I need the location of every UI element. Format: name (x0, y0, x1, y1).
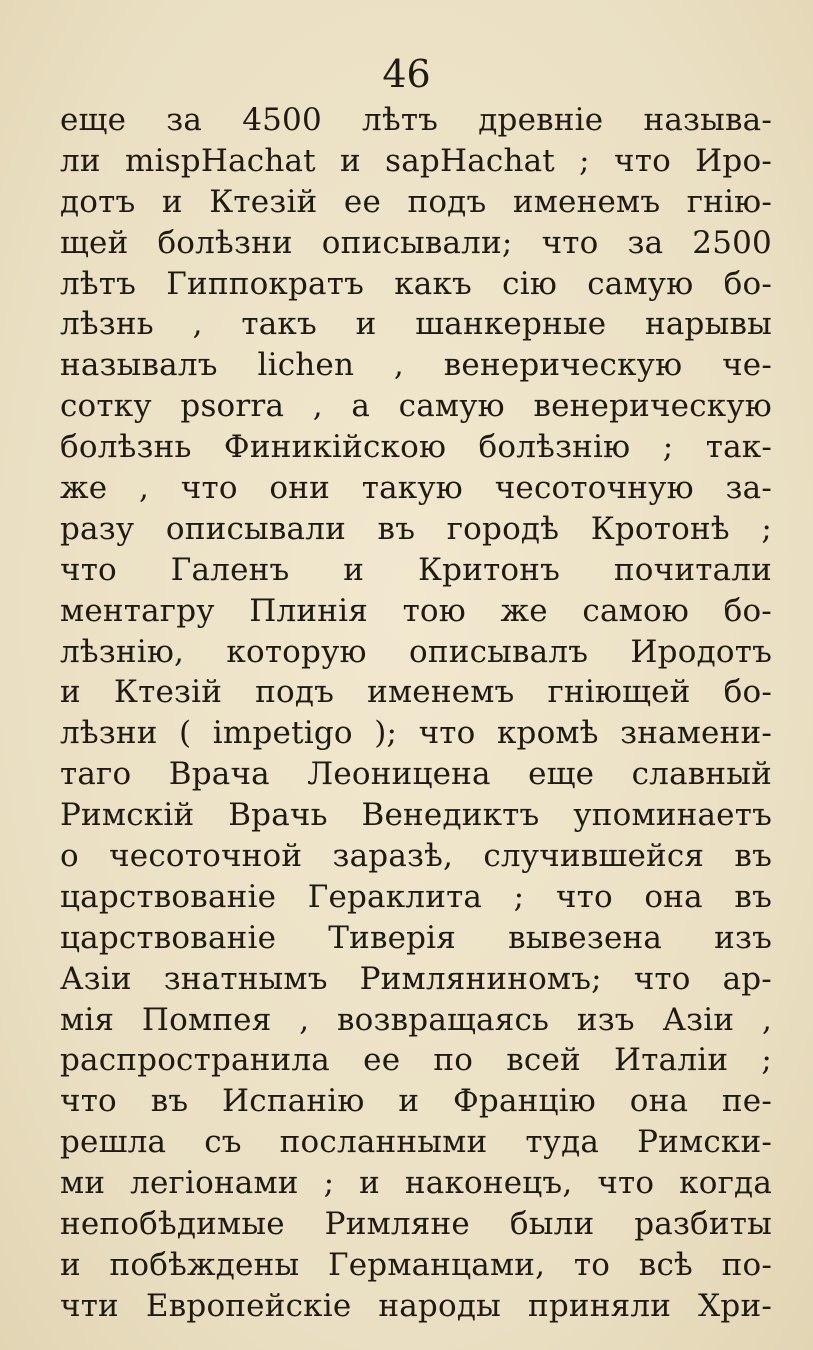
text-line: что Галенъ и Критонъ почитали (60, 551, 772, 588)
text-line: таго Врача Леоницена еще славный (60, 756, 772, 793)
text-line: сотку psorra , а самую венерическую (60, 388, 772, 425)
text-line: еще за 4500 лѣтъ древніе называ- (60, 102, 772, 138)
text-line: распространила ее по всей Италіи ; (60, 1042, 772, 1079)
text-line: царствованіе Тиверія вывезена изъ (60, 919, 772, 956)
text-line: же , что они такую чесоточную за- (60, 470, 772, 507)
text-line: Азіи знатнымъ Римляниномъ; что ар- (60, 960, 772, 997)
text-line: чти Европейскіе народы приняли Хри- (60, 1287, 772, 1324)
text-line: ли mispHachat и sapHachat ; что Иро- (60, 142, 772, 179)
text-line: называлъ lichen , венерическую че- (60, 347, 772, 384)
text-line: о чесоточной заразѣ, случившейся въ (60, 838, 772, 875)
text-line: лѣзни ( impetigo ); что кромѣ знамени- (60, 715, 772, 752)
text-line: что въ Испанію и Францію она пе- (60, 1083, 772, 1120)
text-line: лѣтъ Гиппократъ какъ сію самую бо- (60, 265, 772, 302)
text-line: непобѣдимые Римляне были разбиты (60, 1206, 772, 1243)
text-line: царствованіе Гераклита ; что она въ (60, 878, 772, 915)
text-line: ментагру Плинія тою же самою бо- (60, 592, 772, 629)
text-line: болѣзнь Финикійскою болѣзнію ; так- (60, 429, 772, 466)
text-line: дотъ и Ктезій ее подъ именемъ гнію- (60, 183, 772, 220)
body-text (60, 100, 772, 1327)
text-line: и побѣждены Германцами, то всѣ по- (60, 1246, 772, 1283)
text-line: мія Помпея , возвращаясь изъ Азіи , (60, 1001, 772, 1038)
text-line: ми легіонами ; и наконецъ, что когда (60, 1165, 772, 1202)
page-number: 46 (382, 52, 431, 96)
text-line: щей болѣзни описывали; что за 2500 (60, 224, 772, 261)
text-line: лѣзнію, которую описывалъ Иродотъ (60, 633, 772, 670)
text-line: решла съ посланными туда Римски- (60, 1124, 772, 1161)
text-line: Римскій Врачь Венедиктъ упоминаетъ (60, 797, 772, 834)
text-line: и Ктезій подъ именемъ гніющей бо- (60, 674, 772, 711)
text-line: лѣзнь , такъ и шанкерные нарывы (60, 306, 772, 343)
text-line: разу описывали въ городѣ Кротонѣ ; (60, 510, 772, 547)
